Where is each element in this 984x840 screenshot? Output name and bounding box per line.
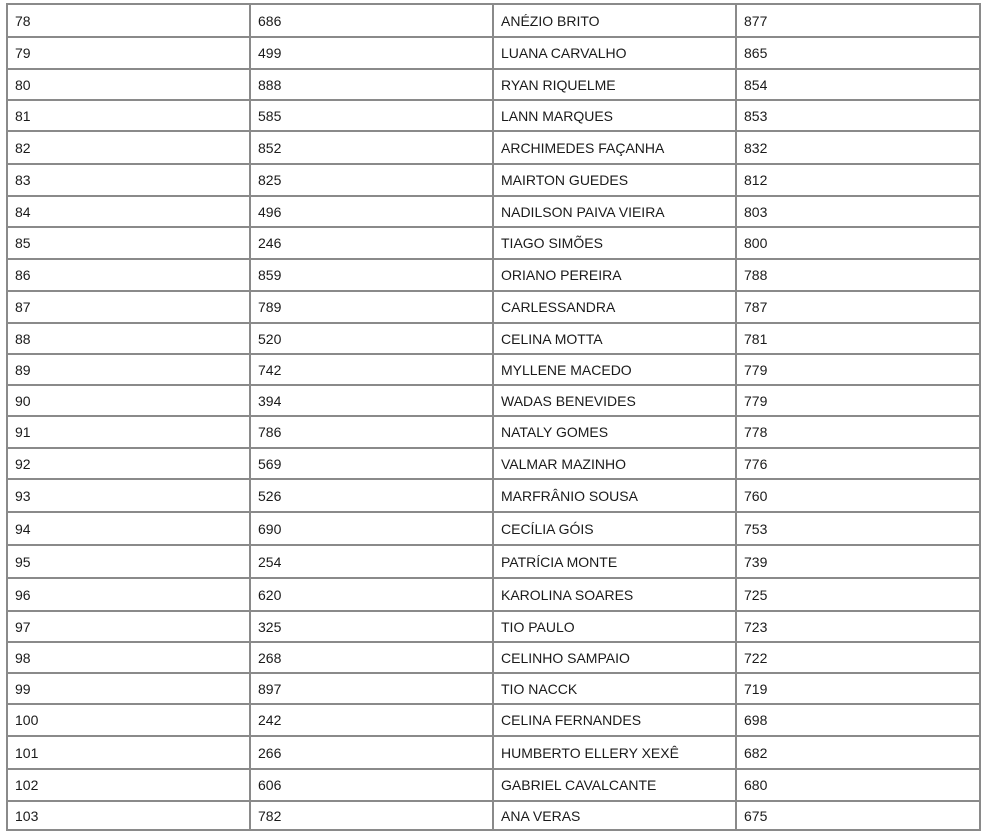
candidate-number-cell: 742 — [250, 354, 493, 385]
position-cell: 96 — [7, 578, 250, 611]
candidate-name-cell: LANN MARQUES — [493, 100, 736, 131]
candidate-name-cell: MAIRTON GUEDES — [493, 164, 736, 196]
candidate-number-cell: 782 — [250, 801, 493, 830]
candidate-number-cell: 569 — [250, 448, 493, 479]
votes-cell: 812 — [736, 164, 980, 196]
candidate-name-cell: RYAN RIQUELME — [493, 69, 736, 100]
table-row — [7, 227, 980, 259]
candidate-number-cell: 325 — [250, 611, 493, 642]
position-cell: 90 — [7, 385, 250, 416]
position-cell: 97 — [7, 611, 250, 642]
candidate-number-cell: 825 — [250, 164, 493, 196]
position-cell: 93 — [7, 479, 250, 512]
candidate-name-cell: TIO NACCK — [493, 673, 736, 704]
votes-cell: 877 — [736, 4, 980, 37]
candidate-name-cell: VALMAR MAZINHO — [493, 448, 736, 479]
table-row — [7, 704, 980, 736]
votes-cell: 682 — [736, 736, 980, 769]
position-cell: 85 — [7, 227, 250, 259]
votes-cell: 760 — [736, 479, 980, 512]
candidate-number-cell: 859 — [250, 259, 493, 291]
position-cell: 78 — [7, 4, 250, 37]
candidate-name-cell: NATALY GOMES — [493, 416, 736, 448]
table-row — [7, 512, 980, 545]
table-row — [7, 385, 980, 416]
candidate-name-cell: LUANA CARVALHO — [493, 37, 736, 69]
candidate-name-cell: ANÉZIO BRITO — [493, 4, 736, 37]
votes-cell: 680 — [736, 769, 980, 801]
candidate-name-cell: WADAS BENEVIDES — [493, 385, 736, 416]
votes-cell: 719 — [736, 673, 980, 704]
table-row — [7, 100, 980, 131]
ranking-table — [6, 3, 981, 831]
candidate-name-cell: ANA VERAS — [493, 801, 736, 830]
votes-cell: 778 — [736, 416, 980, 448]
candidate-name-cell: ORIANO PEREIRA — [493, 259, 736, 291]
candidate-number-cell: 606 — [250, 769, 493, 801]
votes-cell: 865 — [736, 37, 980, 69]
table-row — [7, 578, 980, 611]
candidate-number-cell: 897 — [250, 673, 493, 704]
position-cell: 92 — [7, 448, 250, 479]
votes-cell: 781 — [736, 323, 980, 354]
votes-cell: 779 — [736, 354, 980, 385]
position-cell: 84 — [7, 196, 250, 227]
votes-cell: 787 — [736, 291, 980, 323]
table-row — [7, 642, 980, 673]
table-row — [7, 673, 980, 704]
candidate-name-cell: TIAGO SIMÕES — [493, 227, 736, 259]
table-row — [7, 479, 980, 512]
table-row — [7, 69, 980, 100]
position-cell: 88 — [7, 323, 250, 354]
position-cell: 89 — [7, 354, 250, 385]
position-cell: 102 — [7, 769, 250, 801]
position-cell: 91 — [7, 416, 250, 448]
candidate-number-cell: 242 — [250, 704, 493, 736]
candidate-name-cell: CECÍLIA GÓIS — [493, 512, 736, 545]
candidate-number-cell: 526 — [250, 479, 493, 512]
candidate-number-cell: 394 — [250, 385, 493, 416]
table-row — [7, 448, 980, 479]
votes-cell: 779 — [736, 385, 980, 416]
table-row — [7, 131, 980, 164]
candidate-name-cell: NADILSON PAIVA VIEIRA — [493, 196, 736, 227]
position-cell: 94 — [7, 512, 250, 545]
position-cell: 95 — [7, 545, 250, 578]
votes-cell: 832 — [736, 131, 980, 164]
candidate-name-cell: HUMBERTO ELLERY XEXÊ — [493, 736, 736, 769]
votes-cell: 723 — [736, 611, 980, 642]
table-row — [7, 545, 980, 578]
candidate-number-cell: 520 — [250, 323, 493, 354]
candidate-number-cell: 268 — [250, 642, 493, 673]
table-row — [7, 4, 980, 37]
table-row — [7, 196, 980, 227]
candidate-name-cell: CELINA FERNANDES — [493, 704, 736, 736]
candidate-name-cell: CELINHO SAMPAIO — [493, 642, 736, 673]
candidate-number-cell: 246 — [250, 227, 493, 259]
candidate-name-cell: PATRÍCIA MONTE — [493, 545, 736, 578]
table-row — [7, 164, 980, 196]
position-cell: 79 — [7, 37, 250, 69]
table-row — [7, 37, 980, 69]
position-cell: 82 — [7, 131, 250, 164]
votes-cell: 753 — [736, 512, 980, 545]
candidate-name-cell: MARFRÂNIO SOUSA — [493, 479, 736, 512]
votes-cell: 776 — [736, 448, 980, 479]
candidate-number-cell: 254 — [250, 545, 493, 578]
votes-cell: 675 — [736, 801, 980, 830]
table-row — [7, 611, 980, 642]
votes-cell: 854 — [736, 69, 980, 100]
position-cell: 87 — [7, 291, 250, 323]
candidate-number-cell: 852 — [250, 131, 493, 164]
table-row — [7, 416, 980, 448]
votes-cell: 788 — [736, 259, 980, 291]
position-cell: 98 — [7, 642, 250, 673]
table-row — [7, 769, 980, 801]
position-cell: 103 — [7, 801, 250, 830]
votes-cell: 722 — [736, 642, 980, 673]
candidate-name-cell: MYLLENE MACEDO — [493, 354, 736, 385]
votes-cell: 800 — [736, 227, 980, 259]
candidate-number-cell: 496 — [250, 196, 493, 227]
votes-cell: 698 — [736, 704, 980, 736]
position-cell: 80 — [7, 69, 250, 100]
candidate-name-cell: CELINA MOTTA — [493, 323, 736, 354]
candidate-number-cell: 686 — [250, 4, 493, 37]
votes-cell: 803 — [736, 196, 980, 227]
candidate-name-cell: KAROLINA SOARES — [493, 578, 736, 611]
candidate-number-cell: 499 — [250, 37, 493, 69]
candidate-number-cell: 789 — [250, 291, 493, 323]
position-cell: 83 — [7, 164, 250, 196]
votes-cell: 853 — [736, 100, 980, 131]
candidate-number-cell: 620 — [250, 578, 493, 611]
candidate-name-cell: CARLESSANDRA — [493, 291, 736, 323]
table-row — [7, 259, 980, 291]
candidate-number-cell: 888 — [250, 69, 493, 100]
candidate-number-cell: 690 — [250, 512, 493, 545]
table-row — [7, 736, 980, 769]
ranking-table-body — [7, 4, 980, 830]
position-cell: 86 — [7, 259, 250, 291]
position-cell: 100 — [7, 704, 250, 736]
table-row — [7, 801, 980, 830]
votes-cell: 739 — [736, 545, 980, 578]
candidate-number-cell: 585 — [250, 100, 493, 131]
position-cell: 101 — [7, 736, 250, 769]
candidate-name-cell: GABRIEL CAVALCANTE — [493, 769, 736, 801]
table-row — [7, 323, 980, 354]
candidate-name-cell: TIO PAULO — [493, 611, 736, 642]
table-row — [7, 291, 980, 323]
candidate-number-cell: 786 — [250, 416, 493, 448]
candidate-number-cell: 266 — [250, 736, 493, 769]
position-cell: 99 — [7, 673, 250, 704]
position-cell: 81 — [7, 100, 250, 131]
candidate-name-cell: ARCHIMEDES FAÇANHA — [493, 131, 736, 164]
table-row — [7, 354, 980, 385]
votes-cell: 725 — [736, 578, 980, 611]
